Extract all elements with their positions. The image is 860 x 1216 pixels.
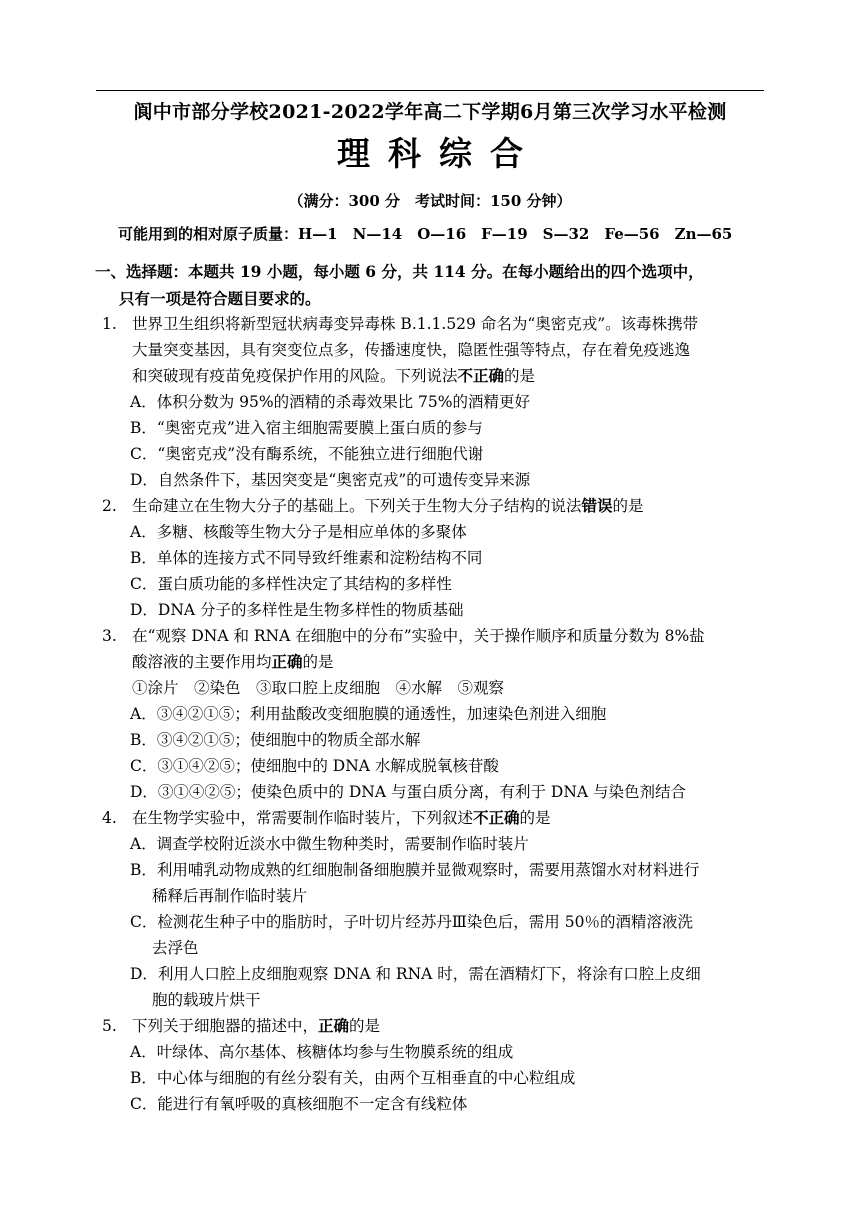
- question-number: 5.: [102, 1017, 117, 1035]
- option-b: B．③④②①⑤；使细胞中的物质全部水解: [130, 731, 421, 749]
- question-stem-line: [132, 1013, 380, 1039]
- question-stem-line: [132, 649, 334, 675]
- stem-emphasis: 错误: [581, 496, 613, 515]
- option-b: B．利用哺乳动物成熟的红细胞制备细胞膜并显微观察时，需要用蒸馏水对材料进行: [130, 861, 700, 879]
- stem-emphasis: 正确: [318, 1016, 350, 1035]
- option-c: C．蛋白质功能的多样性决定了其结构的多样性: [130, 575, 452, 593]
- stem-text: 的是: [612, 497, 644, 515]
- option-b: B．“奥密克戎”进入宿主细胞需要膜上蛋白质的参与: [130, 419, 483, 437]
- option-b: B．中心体与细胞的有丝分裂有关，由两个互相垂直的中心粒组成: [130, 1069, 576, 1087]
- atomic-masses: 可能用到的相对原子质量：H—1 N—14 O—16 F—19 S—32 Fe—56 Zn—65: [118, 225, 733, 243]
- question-stem-line: 大量突变基因，具有突变位点多，传播速度快，隐匿性强等特点，存在着免疫逃逸: [132, 341, 691, 359]
- stem-emphasis: 不正确: [473, 808, 520, 827]
- option-a: A．③④②①⑤；利用盐酸改变细胞膜的通透性，加速染色剂进入细胞: [130, 705, 607, 723]
- question-stem-line: 在“观察 DNA 和 RNA 在细胞中的分布”实验中，关于操作顺序和质量分数为 8%盐: [132, 627, 705, 645]
- stem-text: 和突破现有疫苗免疫保护作用的风险。下列说法: [132, 367, 458, 385]
- stem-text: 在生物学实验中，常需要制作临时装片，下列叙述: [132, 809, 474, 827]
- option-d: D．DNA 分子的多样性是生物多样性的物质基础: [130, 601, 464, 619]
- option-a: A．叶绿体、高尔基体、核糖体均参与生物膜系统的组成: [130, 1043, 514, 1061]
- stem-emphasis: 正确: [271, 652, 303, 671]
- option-c-continued: 去浮色: [152, 939, 199, 957]
- question-number: 2.: [102, 497, 117, 515]
- option-c: C．③①④②⑤；使细胞中的 DNA 水解成脱氧核苷酸: [130, 757, 499, 775]
- question-number: 4.: [102, 809, 117, 827]
- option-a: A．体积分数为 95%的酒精的杀毒效果比 75%的酒精更好: [130, 393, 530, 411]
- option-d: D．利用人口腔上皮细胞观察 DNA 和 RNA 时，需在酒精灯下，将涂有口腔上皮细: [130, 965, 701, 983]
- section-heading-line2: 只有一项是符合题目要求的。: [119, 289, 321, 308]
- option-d: D．③①④②⑤；使染色质中的 DNA 与蛋白质分离，有利于 DNA 与染色剂结合: [130, 783, 687, 801]
- question-number: 3.: [102, 627, 117, 645]
- option-a: A．调查学校附近淡水中微生物种类时，需要制作临时装片: [130, 835, 529, 853]
- option-c: C．能进行有氧呼吸的真核细胞不一定含有线粒体: [130, 1095, 468, 1113]
- procedure-steps: ①涂片 ②染色 ③取口腔上皮细胞 ④水解 ⑤观察: [132, 679, 505, 697]
- section-heading: [95, 258, 775, 312]
- stem-text: 的是: [519, 809, 551, 827]
- option-c: C．“奥密克戎”没有酶系统，不能独立进行细胞代谢: [130, 445, 484, 463]
- stem-text: 下列关于细胞器的描述中，: [132, 1017, 319, 1035]
- question-stem-line: [132, 493, 644, 519]
- question-stem-line: 世界卫生组织将新型冠状病毒变异毒株 B.1.1.529 命名为“奥密克戎”。该毒株携带: [132, 315, 699, 333]
- stem-emphasis: 不正确: [457, 366, 505, 385]
- question-number: 1.: [102, 315, 117, 333]
- option-b-continued: 稀释后再制作临时装片: [152, 887, 308, 905]
- option-d: D．自然条件下，基因突变是“奥密克戎”的可遗传变异来源: [130, 471, 531, 489]
- option-b: B．单体的连接方式不同导致纤维素和淀粉结构不同: [130, 549, 483, 567]
- question-stem-line: [132, 363, 535, 389]
- header-rule: [96, 90, 764, 91]
- section-heading-line1: 一、选择题：本题共 19 小题，每小题 6 分，共 114 分。在每小题给出的四个选项中，: [95, 262, 704, 281]
- stem-text: 的是: [349, 1017, 381, 1035]
- stem-text: 的是: [302, 653, 334, 671]
- subject-title: 理科综合: [337, 134, 541, 173]
- exam-meta: （满分：300 分 考试时间：150 分钟）: [288, 192, 572, 210]
- stem-text: 生命建立在生物大分子的基础上。下列关于生物大分子结构的说法: [132, 497, 582, 515]
- question-stem-line: [132, 805, 551, 831]
- stem-text: 的是: [504, 367, 536, 385]
- option-c: C．检测花生种子中的脂肪时，子叶切片经苏丹Ⅲ染色后，需用 50％的酒精溶液洗: [130, 913, 693, 931]
- stem-text: 酸溶液的主要作用均: [132, 653, 272, 671]
- option-d-continued: 胞的载玻片烘干: [152, 991, 261, 1009]
- option-a: A．多糖、核酸等生物大分子是相应单体的多聚体: [130, 523, 467, 541]
- school-title: 阆中市部分学校2021-2022学年高二下学期6月第三次学习水平检测: [133, 101, 727, 123]
